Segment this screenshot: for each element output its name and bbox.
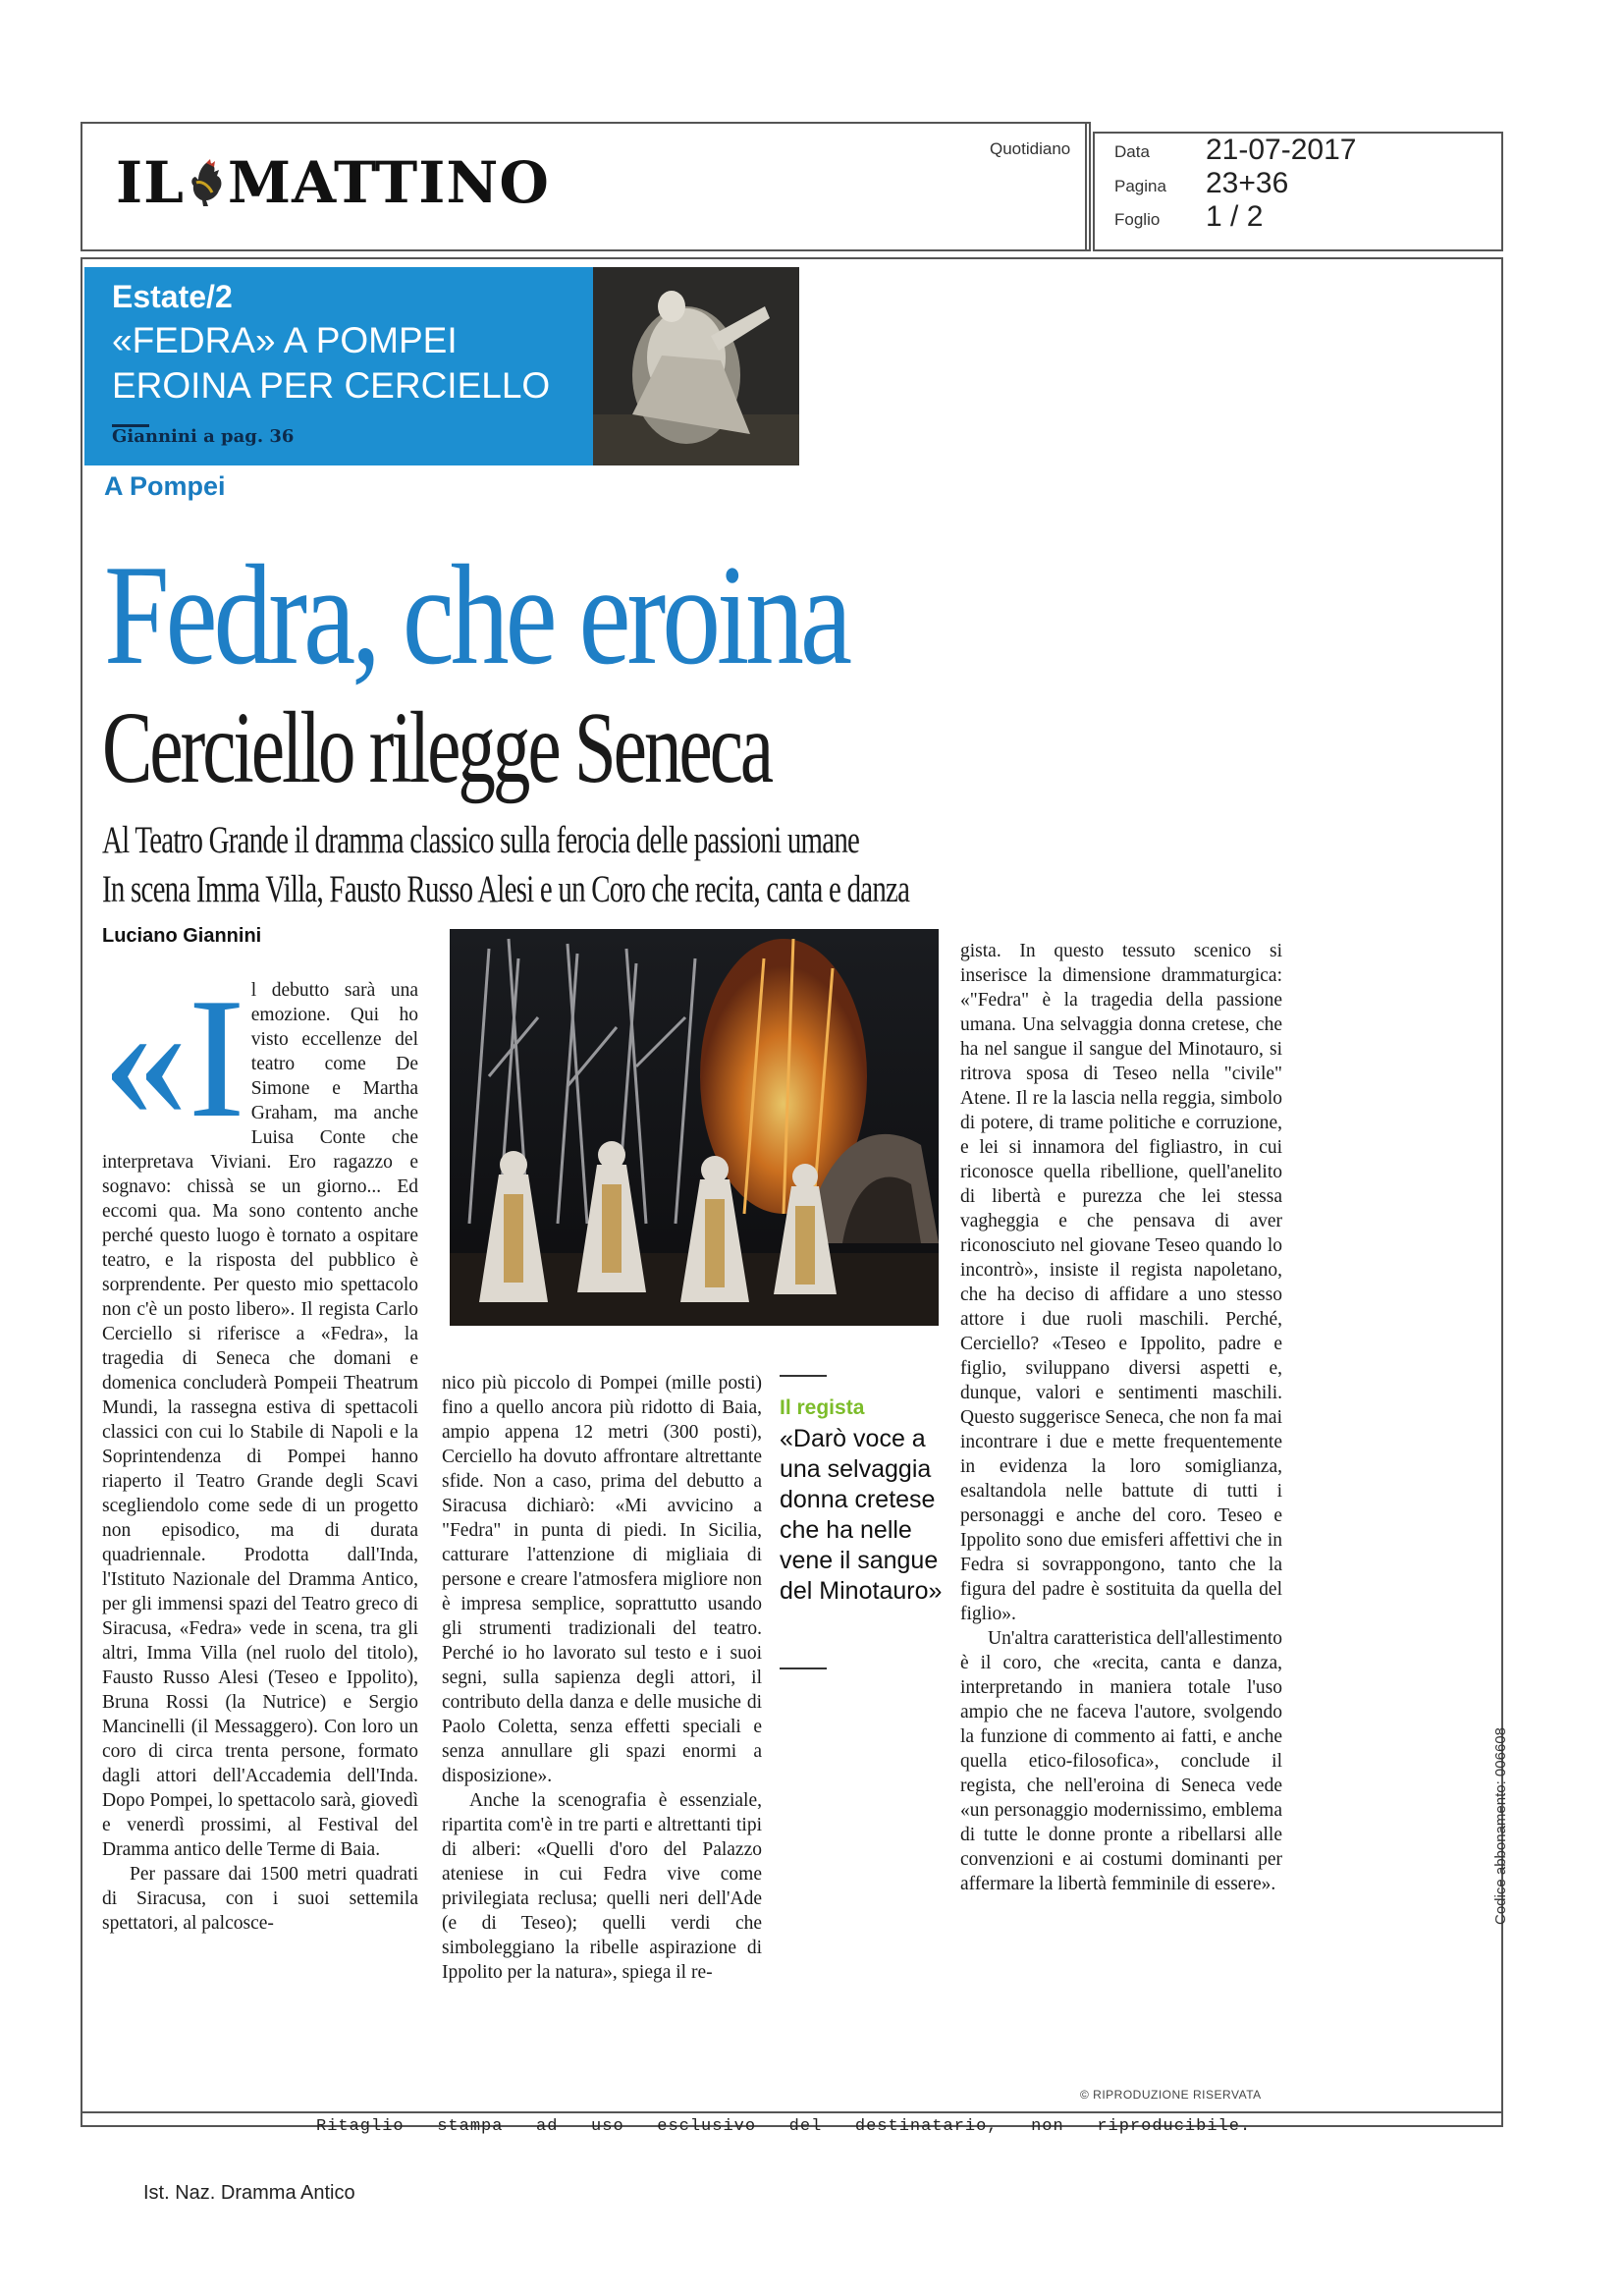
quote-rule-top xyxy=(780,1375,827,1377)
quote-label: Il regista xyxy=(780,1396,865,1419)
teaser-title xyxy=(112,318,550,409)
date-label: Data xyxy=(1114,142,1150,161)
headline: Fedra, che eroina xyxy=(104,535,848,694)
teaser-photo xyxy=(593,267,799,465)
clipping-notice: Ritaglio stampa ad uso esclusivo del destinatario, non riproducibile. xyxy=(316,2117,1252,2136)
teaser-page-ref: Giannini a pag. 36 xyxy=(112,426,295,447)
col2-paragraph-2: Anche la scenografia è essenziale, ripartita com'è in tre parti e altrettanti tipi di alberi: «Quelli d'oro del Palazzo ateniese in cui Fedra vive come privilegiata reclusa; quelli neri dell'Ade (e di Teseo); quelli verdi che simboleggiano la ribelle aspirazione di Ippolito per la natura», spiega il re- xyxy=(442,1790,762,1983)
date-value: 21-07-2017 xyxy=(1206,134,1357,166)
byline: Luciano Giannini xyxy=(102,925,262,947)
deck-line2: In scena Imma Villa, Fausto Russo Alesi e un Coro che recita, canta e danza xyxy=(102,868,910,910)
column-1 xyxy=(102,962,418,1936)
col3-paragraph-1: gista. In questo tessuto scenico si inserisce la dimensione drammaturgica: «"Fedra" è la tragedia della passione umana. Una selvaggia donna cretese, che ha nel sangue il sangue del Minotauro, si ritrova sposa di Teseo nella "civile" Atene. Il re la lascia nella reggia, simbolo di potere, di trame politiche e corruzione, e lei si innamora del figliastro, in cui riconosce quella ribellione, quell'anelito di libertà e purezza che lei stessa vagheggia e che pensava di aver riconosciuto nel giovane Teseo quando lo incontrò», insiste il regista napoletano, che ha deciso di affidare a uno stesso attore i due ruoli maschili. Perché, Cerciello? «Teseo e Ippolito, padre e figlio, sviluppano diversi aspetti e, dunque, valori e sentimenti maschili. Questo suggerisce Seneca, che non fa mai incontrare i due e mette frequentemente in evidenza la loro somiglianza, esaltandola nelle battute di tutti i personaggi e anche del coro. Teseo e Ippolito sono due emisferi affettivi che in Fedra si sovrappongono, tanto che la figura del padre è sostituita da quella del figlio». xyxy=(960,941,1282,1624)
subheadline: Cerciello rilegge Seneca xyxy=(102,691,772,804)
col3-paragraph-2: Un'altra caratteristica dell'allestimento è il coro, che «recita, canta e danza, interpretando in maniera totale l'uso ampio che ne faceva l'autore, svolgendo la funzione di commento ai fatti, e anche quella etico-filosofica», conclude il regista, che nell'eroina di Seneca vede «un personaggio modernissimo, emblema di tutte le donne pronte a ribellarsi alle convenzioni e ai costumi dominanti per affermare la libertà femminile di essere». xyxy=(960,1628,1282,1894)
sheet-label: Foglio xyxy=(1114,210,1161,229)
masthead-divider xyxy=(1085,122,1087,251)
deck-line1: Al Teatro Grande il dramma classico sulla ferocia delle passioni umane xyxy=(102,819,860,861)
newspaper-logo: IL MATTINO xyxy=(116,149,550,216)
pull-quote: «Darò voce a una selvaggia donna cretese che ha nelle vene il sangue del Minotauro» xyxy=(780,1425,943,1605)
col2-paragraph-1: nico più piccolo di Pompei (mille posti) fino a quello ancora più ridotto di Baia, ampio appena 12 metri (300 posti), Cerciello ha dovuto affrontare altrettante sfide. Non a caso, prima del debutto a Siracusa dichiarò: «Mi avvicino a "Fedra" in punta di piedi. In Sicilia, catturare l'attenzione di migliaia di persone e creare l'atmosfera migliore non è impresa semplice, soprattutto usando gli strumenti tradizionali del teatro. Perché io ho lavorato sul testo e i suoi segni, sulla sapienza degli attori, il contributo della danza e delle musiche di Paolo Coletta, senza effetti speciali e senza annullare gli spazi enormi a disposizione». xyxy=(442,1373,762,1786)
teaser-box xyxy=(84,267,593,465)
col1-paragraph-1: l debutto sarà una emozione. Qui ho visto eccellenze del teatro come De Simone e Martha Graham, ma anche Luisa Conte che interpretava Viviani. Ero ragazzo e sognavo: chissà se un giorno... Ed eccomi qua. Ma sono contento anche perché questo luogo è tornato a ospitare teatro, e la risposta del pubblico è sorprendente. Per questo mio spettacolo non c'è un posto libero». Il regista Carlo Cerciello si riferisce a «Fedra», la tragedia di Seneca che domani e domenica concluderà Pompeii Theatrum Mundi, la rassegna estiva di spettacoli classici con cui lo Stabile di Napoli e la Soprintendenza di Pompei hanno riaperto il Teatro Grande degli Scavi scegliendolo come sede di un progetto non episodico, ma di durata quadriennale. Prodotta dall'Inda, l'Istituto Nazionale del Dramma Antico, per gli immensi spazi del Teatro greco di Siracusa, «Fedra» vede in scena, tra gli altri, Imma Villa (nel ruolo del titolo), Fausto Russo Alesi (Teseo e Ippolito), Bruna Rossi (la Nutrice) e Sergio Mancinelli (il Messaggero). Con loro un coro di circa trenta persone, formato dagli attori dell'Accademia dell'Inda. Dopo Pompei, lo spettacolo sarà, giovedì e venerdì prossimi, al Festival del Dramma antico delle Terme di Baia. xyxy=(102,980,418,1860)
sheet-value: 1 / 2 xyxy=(1206,200,1264,233)
kicker: A Pompei xyxy=(104,471,226,501)
stage-photo xyxy=(450,929,939,1326)
footer-source: Ist. Naz. Dramma Antico xyxy=(143,2182,355,2204)
col1-paragraph-2: Per passare dai 1500 metri quadrati di Siracusa, con i suoi settemila spettatori, al palcosce- xyxy=(102,1864,418,1934)
page-label: Pagina xyxy=(1114,177,1166,195)
rooster-icon xyxy=(187,159,226,208)
column-3 xyxy=(960,939,1282,1896)
publication-type: Quotidiano xyxy=(990,139,1071,158)
teaser-title-line2: EROINA PER CERCIELLO xyxy=(112,365,551,406)
subscription-code: Codice abbonamento: 006608 xyxy=(1492,1727,1509,1925)
rights-notice: © RIPRODUZIONE RISERVATA xyxy=(1080,2088,1262,2102)
quote-rule-bottom xyxy=(780,1667,827,1669)
page-value: 23+36 xyxy=(1206,167,1289,199)
bottom-rule xyxy=(81,2111,1503,2113)
teaser-title-line1: «FEDRA» A POMPEI xyxy=(112,320,458,360)
drop-cap: «I xyxy=(102,962,245,1153)
teaser-section: Estate/2 xyxy=(112,279,233,314)
column-2 xyxy=(442,1371,762,1985)
